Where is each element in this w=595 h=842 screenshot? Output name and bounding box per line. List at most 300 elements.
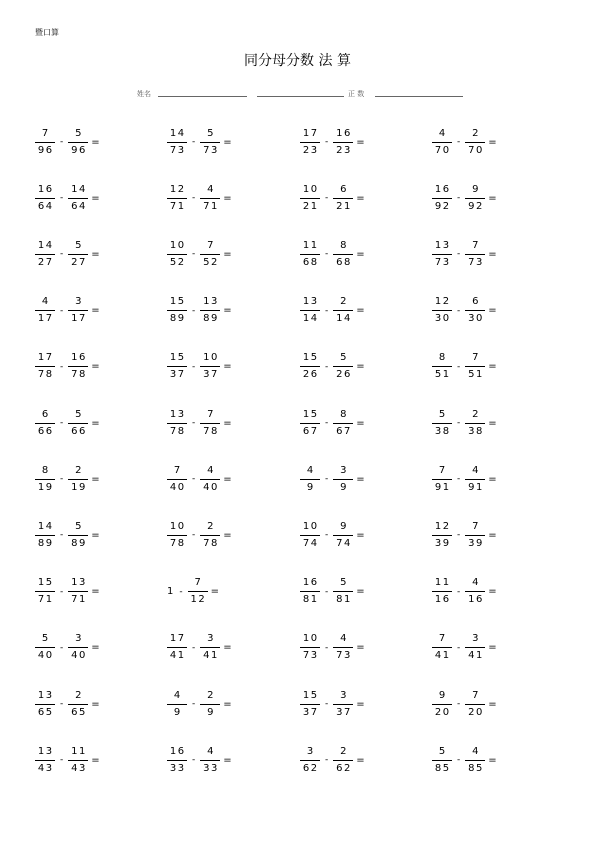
numerator: 16	[71, 352, 87, 364]
numerator: 13	[37, 745, 54, 757]
problem	[167, 234, 232, 274]
numerator: 15	[169, 296, 186, 308]
fraction-bar	[465, 198, 485, 199]
minus-sign: -	[192, 193, 196, 204]
denominator: 9	[207, 706, 215, 718]
numerator: 4	[472, 745, 480, 757]
numerator: 10	[203, 352, 219, 364]
fraction	[200, 128, 220, 157]
numerator: 14	[37, 239, 54, 251]
fraction-bar	[432, 479, 452, 480]
minus-sign: -	[457, 249, 461, 260]
minus-sign: -	[60, 699, 64, 709]
equals-sign: =	[223, 754, 232, 766]
numerator: 15	[302, 689, 319, 701]
fraction-bar	[68, 142, 88, 143]
denominator: 85	[434, 762, 451, 774]
minus-sign: -	[457, 193, 461, 204]
denominator: 89	[37, 537, 54, 549]
denominator: 68	[302, 256, 319, 268]
fraction-bar	[432, 254, 452, 255]
equals-sign: =	[91, 361, 100, 373]
problem	[167, 740, 232, 780]
minus-sign: -	[192, 699, 196, 709]
fraction-bar	[300, 591, 320, 592]
denominator: 81	[302, 594, 319, 606]
fraction-bar	[333, 704, 353, 705]
numerator: 10	[302, 183, 319, 195]
denominator: 73	[302, 650, 319, 662]
numerator: 10	[302, 520, 319, 532]
minus-sign: -	[192, 418, 196, 428]
numerator: 13	[203, 296, 219, 308]
fraction	[167, 521, 187, 550]
fraction-bar	[300, 535, 320, 536]
numerator: 5	[75, 520, 83, 532]
denominator: 73	[336, 650, 352, 662]
minus-sign: -	[192, 305, 196, 316]
numerator: 15	[37, 577, 54, 589]
fraction	[333, 128, 353, 157]
numerator: 2	[207, 689, 215, 701]
denominator: 39	[434, 537, 451, 549]
problem	[35, 122, 100, 162]
minus-sign: -	[192, 137, 196, 147]
fraction-bar	[200, 479, 220, 480]
fraction-bar	[333, 142, 353, 143]
fraction-bar	[167, 535, 187, 536]
fraction-bar	[432, 423, 452, 424]
denominator: 92	[468, 200, 484, 212]
equals-sign: =	[356, 529, 365, 541]
fraction-bar	[35, 479, 55, 480]
denominator: 91	[468, 481, 484, 493]
denominator: 78	[169, 537, 186, 549]
equals-sign: =	[223, 698, 232, 710]
denominator: 39	[468, 537, 484, 549]
denominator: 19	[37, 481, 54, 493]
fraction	[432, 521, 452, 550]
fraction	[333, 409, 353, 438]
equals-sign: =	[488, 136, 497, 148]
numerator: 7	[472, 352, 480, 364]
minus-sign: -	[192, 530, 196, 541]
equals-sign: =	[223, 305, 232, 317]
numerator: 2	[472, 408, 480, 420]
minus-sign: -	[325, 755, 329, 766]
denominator: 33	[203, 762, 219, 774]
fraction-bar	[465, 479, 485, 480]
minus-sign: -	[457, 137, 461, 147]
denominator: 96	[37, 144, 54, 156]
fraction-bar	[68, 704, 88, 705]
numerator: 16	[434, 183, 451, 195]
denominator: 30	[468, 313, 484, 325]
equals-sign: =	[356, 473, 365, 485]
problem	[35, 572, 100, 612]
fraction	[333, 633, 353, 662]
fraction-bar	[35, 535, 55, 536]
fraction-bar	[167, 423, 187, 424]
numerator: 12	[434, 520, 451, 532]
fraction	[167, 633, 187, 662]
equals-sign: =	[223, 473, 232, 485]
equals-sign: =	[356, 417, 365, 429]
equals-sign: =	[356, 754, 365, 766]
fraction	[432, 746, 452, 775]
numerator: 8	[340, 408, 348, 420]
equals-sign: =	[356, 642, 365, 654]
fraction-bar	[35, 366, 55, 367]
equals-sign: =	[356, 361, 365, 373]
fraction	[167, 352, 187, 381]
minus-sign: -	[457, 474, 461, 485]
fraction-bar	[333, 366, 353, 367]
fraction	[465, 184, 485, 213]
equals-sign: =	[488, 754, 497, 766]
numerator: 13	[37, 689, 54, 701]
minus-sign: -	[325, 642, 329, 653]
denominator: 73	[203, 144, 219, 156]
fraction	[35, 184, 55, 213]
fraction-bar	[333, 760, 353, 761]
problem	[167, 403, 232, 443]
equals-sign: =	[91, 754, 100, 766]
denominator: 91	[434, 481, 451, 493]
problem	[35, 628, 100, 668]
minus-sign: -	[325, 193, 329, 204]
fraction	[300, 521, 320, 550]
numerator: 4	[207, 183, 215, 195]
denominator: 20	[434, 706, 451, 718]
fraction	[465, 521, 485, 550]
denominator: 70	[434, 144, 451, 156]
fraction	[35, 409, 55, 438]
fraction-bar	[333, 479, 353, 480]
denominator: 65	[37, 706, 54, 718]
problem	[300, 347, 365, 387]
denominator: 78	[37, 369, 54, 381]
numerator: 13	[169, 408, 186, 420]
fraction	[300, 633, 320, 662]
numerator: 11	[302, 239, 319, 251]
problem	[432, 403, 497, 443]
denominator: 41	[468, 650, 484, 662]
fraction-bar	[35, 423, 55, 424]
fraction	[432, 577, 452, 606]
denominator: 33	[169, 762, 186, 774]
minus-sign: -	[457, 755, 461, 766]
fraction	[432, 690, 452, 719]
denominator: 14	[302, 313, 319, 325]
denominator: 27	[37, 256, 54, 268]
denominator: 73	[468, 256, 484, 268]
equals-sign: =	[488, 417, 497, 429]
numerator: 11	[434, 577, 451, 589]
denominator: 41	[434, 650, 451, 662]
denominator: 51	[434, 369, 451, 381]
fraction	[432, 352, 452, 381]
numerator: 16	[302, 577, 319, 589]
fraction-bar	[465, 254, 485, 255]
numerator: 8	[438, 352, 447, 364]
fraction-bar	[300, 366, 320, 367]
equals-sign: =	[488, 698, 497, 710]
denominator: 71	[37, 594, 54, 606]
denominator: 62	[302, 762, 319, 774]
numerator: 10	[169, 239, 186, 251]
problem	[300, 740, 365, 780]
numerator: 2	[207, 520, 215, 532]
fraction	[68, 690, 88, 719]
fraction-bar	[68, 479, 88, 480]
problem	[167, 178, 232, 218]
numerator: 5	[41, 633, 50, 645]
numerator: 4	[173, 689, 182, 701]
numerator: 4	[340, 633, 348, 645]
equals-sign: =	[91, 698, 100, 710]
fraction	[333, 352, 353, 381]
denominator: 64	[37, 200, 54, 212]
fraction-bar	[432, 310, 452, 311]
fraction	[200, 633, 220, 662]
denominator: 16	[434, 594, 451, 606]
fraction	[200, 690, 220, 719]
fraction	[35, 465, 55, 494]
fraction	[432, 465, 452, 494]
fraction	[167, 409, 187, 438]
numerator: 2	[75, 689, 83, 701]
denominator: 23	[336, 144, 352, 156]
fraction-bar	[465, 591, 485, 592]
denominator: 9	[306, 481, 315, 493]
fraction-bar	[167, 198, 187, 199]
fraction	[300, 352, 320, 381]
problem	[300, 178, 365, 218]
problem	[432, 628, 497, 668]
denominator: 89	[169, 313, 186, 325]
denominator: 89	[71, 537, 87, 549]
equals-sign: =	[91, 305, 100, 317]
minus-sign: -	[60, 642, 64, 653]
minus-sign: -	[60, 586, 64, 597]
fraction-bar	[432, 647, 452, 648]
equals-sign: =	[488, 248, 497, 260]
equals-sign: =	[91, 192, 100, 204]
denominator: 20	[468, 706, 484, 718]
denominator: 64	[71, 200, 87, 212]
problem	[35, 740, 100, 780]
fraction	[167, 746, 187, 775]
minus-sign: -	[60, 305, 64, 316]
numerator: 9	[472, 183, 480, 195]
denominator: 21	[336, 200, 352, 212]
problem	[300, 628, 365, 668]
fraction	[188, 577, 208, 606]
denominator: 62	[336, 762, 352, 774]
numerator: 2	[340, 745, 348, 757]
fraction-bar	[68, 310, 88, 311]
fraction-bar	[465, 310, 485, 311]
worksheet-corner-label: 暨口算	[35, 28, 59, 37]
numerator: 4	[207, 745, 215, 757]
numerator: 9	[340, 520, 348, 532]
minus-sign: -	[325, 137, 329, 147]
fraction	[35, 577, 55, 606]
numerator: 3	[340, 689, 348, 701]
fraction-bar	[432, 366, 452, 367]
fraction-bar	[35, 647, 55, 648]
denominator: 37	[302, 706, 319, 718]
numerator: 3	[75, 633, 83, 645]
fraction	[432, 409, 452, 438]
fraction	[432, 240, 452, 269]
numerator: 8	[41, 464, 50, 476]
numerator: 15	[302, 352, 319, 364]
fraction	[35, 240, 55, 269]
fraction	[35, 633, 55, 662]
denominator: 37	[336, 706, 352, 718]
fraction	[465, 409, 485, 438]
equals-sign: =	[356, 305, 365, 317]
fraction-bar	[300, 254, 320, 255]
denominator: 67	[302, 425, 319, 437]
denominator: 67	[336, 425, 352, 437]
numerator: 7	[173, 464, 182, 476]
fraction-bar	[200, 198, 220, 199]
fraction-bar	[300, 760, 320, 761]
problem	[167, 684, 232, 724]
fraction	[465, 577, 485, 606]
fraction	[300, 465, 320, 494]
fraction	[35, 128, 55, 157]
fraction	[300, 128, 320, 157]
fraction-bar	[167, 479, 187, 480]
fraction	[68, 746, 88, 775]
problem	[432, 347, 497, 387]
fraction	[465, 746, 485, 775]
numerator: 11	[71, 745, 87, 757]
numerator: 5	[438, 408, 447, 420]
equals-sign: =	[91, 417, 100, 429]
problem	[35, 234, 100, 274]
minus-sign: -	[60, 193, 64, 204]
fraction-bar	[300, 423, 320, 424]
denominator: 96	[71, 144, 87, 156]
numerator: 2	[340, 296, 348, 308]
denominator: 30	[434, 313, 451, 325]
equals-sign: =	[488, 305, 497, 317]
problem	[300, 572, 365, 612]
minus-sign: -	[457, 418, 461, 428]
equals-sign: =	[356, 136, 365, 148]
equals-sign: =	[91, 586, 100, 598]
numerator: 5	[75, 408, 83, 420]
numerator: 10	[169, 520, 186, 532]
denominator: 74	[302, 537, 319, 549]
fraction-bar	[465, 142, 485, 143]
numerator: 3	[340, 464, 348, 476]
numerator: 4	[41, 296, 50, 308]
equals-sign: =	[488, 192, 497, 204]
numerator: 3	[207, 633, 215, 645]
denominator: 41	[169, 650, 186, 662]
numerator: 17	[37, 352, 54, 364]
denominator: 52	[169, 256, 186, 268]
fraction	[465, 690, 485, 719]
fraction-bar	[200, 535, 220, 536]
minus-sign: -	[192, 361, 196, 372]
minus-sign: -	[457, 305, 461, 316]
numerator: 10	[302, 633, 319, 645]
fraction	[167, 128, 187, 157]
denominator: 78	[169, 425, 186, 437]
fraction-bar	[465, 535, 485, 536]
numerator: 13	[71, 577, 87, 589]
equals-sign: =	[356, 586, 365, 598]
fraction	[333, 184, 353, 213]
equals-sign: =	[356, 192, 365, 204]
fraction	[333, 690, 353, 719]
equals-sign: =	[488, 361, 497, 373]
numerator: 8	[340, 239, 348, 251]
page-title: 同分母分数 法 算	[244, 53, 351, 69]
minus-sign: -	[325, 474, 329, 485]
denominator: 78	[203, 537, 219, 549]
fraction-bar	[35, 142, 55, 143]
fraction-bar	[167, 366, 187, 367]
minus-sign: -	[192, 474, 196, 485]
denominator: 81	[336, 594, 352, 606]
fraction-bar	[432, 198, 452, 199]
fraction	[200, 352, 220, 381]
fraction-bar	[200, 760, 220, 761]
minus-sign: -	[60, 137, 64, 147]
problem	[35, 459, 100, 499]
denominator: 89	[203, 313, 219, 325]
equals-sign: =	[223, 361, 232, 373]
fraction	[68, 296, 88, 325]
fraction	[35, 690, 55, 719]
fraction-bar	[68, 366, 88, 367]
denominator: 9	[340, 481, 348, 493]
fraction-bar	[200, 142, 220, 143]
denominator: 23	[302, 144, 319, 156]
numerator: 16	[169, 745, 186, 757]
numerator: 16	[336, 127, 352, 139]
equals-sign: =	[488, 473, 497, 485]
numerator: 6	[41, 408, 50, 420]
denominator: 16	[468, 594, 484, 606]
denominator: 17	[37, 313, 54, 325]
fraction	[68, 633, 88, 662]
fraction-bar	[68, 760, 88, 761]
equals-sign: =	[91, 248, 100, 260]
fraction-bar	[200, 310, 220, 311]
denominator: 71	[71, 594, 87, 606]
minus-sign: -	[457, 699, 461, 709]
fraction	[200, 521, 220, 550]
fraction-bar	[333, 535, 353, 536]
problem	[35, 684, 100, 724]
numerator: 17	[302, 127, 319, 139]
fraction-bar	[432, 535, 452, 536]
fraction-bar	[333, 591, 353, 592]
problem	[300, 515, 365, 555]
numerator: 5	[75, 127, 83, 139]
fraction	[200, 746, 220, 775]
fraction-bar	[432, 591, 452, 592]
